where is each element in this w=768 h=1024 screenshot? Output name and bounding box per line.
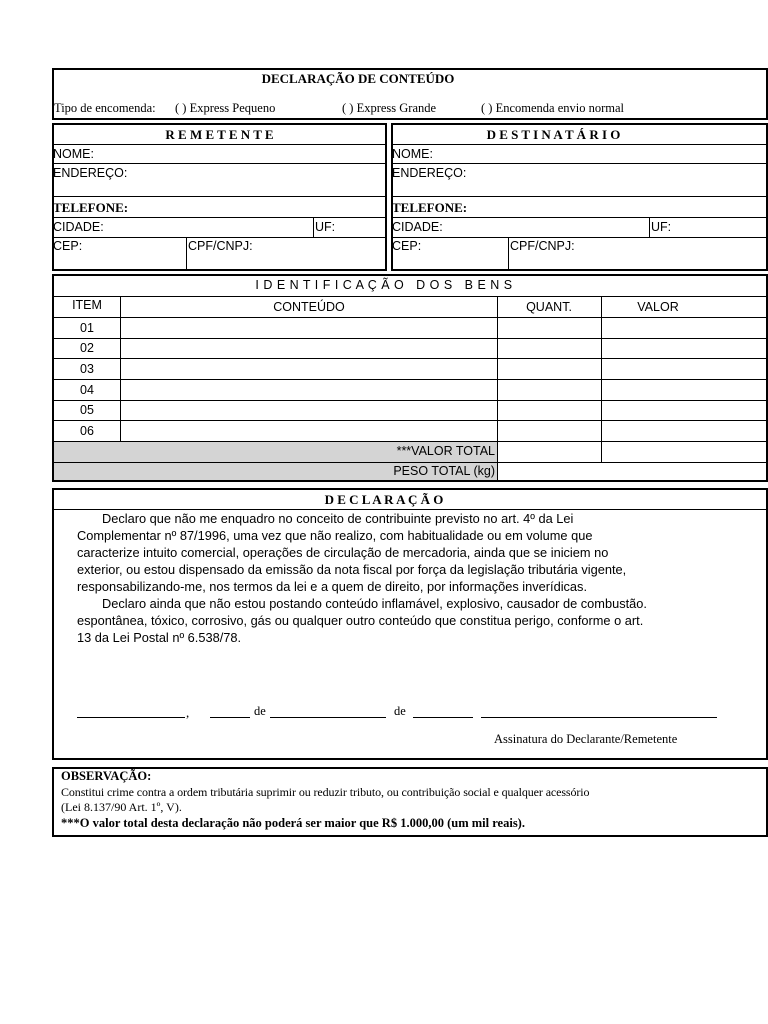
- bens-title: I D E N T I F I C A Ç Ã O D O S B E N S: [255, 278, 513, 292]
- col-valor-header: VALOR: [637, 300, 679, 314]
- de-sep-2: de: [394, 704, 406, 718]
- destinatario-endereco-label: ENDEREÇO:: [392, 166, 467, 180]
- option-express-pequeno[interactable]: ( ) Express Pequeno: [175, 101, 276, 115]
- declaracao-line-2: Complementar nº 87/1996, uma vez que não realizo, com habitualidade ou em volume que: [77, 528, 593, 543]
- declaracao-title: D E C L A R A Ç Ã O: [324, 492, 444, 507]
- remetente-endereco-label: ENDEREÇO:: [53, 166, 128, 180]
- declaracao-line-4: exterior, ou estou dispensado da emissão da nota fiscal por força da legislação tributária vigente,: [77, 562, 627, 577]
- declaracao-line-1: Declaro que não me enquadro no conceito de contribuinte previsto no art. 4º da Lei: [102, 511, 574, 526]
- remetente-uf-label: UF:: [315, 220, 336, 234]
- mes-line[interactable]: [270, 717, 386, 718]
- observacao-line-3: ***O valor total desta declaração não poderá ser maior que R$ 1.000,00 (um mil reais).: [61, 816, 525, 830]
- destinatario-nome-label: NOME:: [392, 147, 433, 161]
- form-title: DECLARAÇÃO DE CONTEÚDO: [261, 71, 455, 86]
- de-sep-1: de: [254, 704, 266, 718]
- row-item-06: 06: [80, 424, 94, 438]
- option-express-grande[interactable]: ( ) Express Grande: [342, 101, 437, 115]
- valor-total-label: ***VALOR TOTAL: [396, 444, 495, 458]
- row-item-03: 03: [80, 362, 94, 376]
- destinatario-cpf-label: CPF/CNPJ:: [510, 239, 575, 253]
- remetente-cpf-label: CPF/CNPJ:: [188, 239, 253, 253]
- row-item-02: 02: [80, 341, 94, 355]
- declaracao-line-3: caracterize intuito comercial, operações de circulação de mercadoria, ainda que se iniciem no: [77, 545, 609, 560]
- destinatario-box: [391, 123, 768, 271]
- assinatura-label: Assinatura do Declarante/Remetente: [494, 732, 678, 746]
- col-quant-header: QUANT.: [526, 300, 572, 314]
- observacao-title: OBSERVAÇÃO:: [61, 769, 152, 783]
- peso-total-label: PESO TOTAL (kg): [393, 464, 495, 478]
- remetente-title: R E M E T E N T E: [165, 127, 274, 142]
- destinatario-title: D E S T I N A T Á R I O: [486, 127, 621, 142]
- destinatario-cidade-label: CIDADE:: [392, 220, 443, 234]
- dia-line[interactable]: [210, 717, 250, 718]
- ano-line[interactable]: [413, 717, 473, 718]
- declaracao-line-8: 13 da Lei Postal nº 6.538/78.: [77, 630, 242, 645]
- observacao-line-1: Constitui crime contra a ordem tributária suprimir ou reduzir tributo, ou contribuição social e qualquer acessório: [61, 785, 590, 799]
- destinatario-uf-label: UF:: [651, 220, 672, 234]
- declaracao-line-7: espontânea, tóxico, corrosivo, gás ou qualquer outro conteúdo que constitua perigo, conforme o art.: [77, 613, 644, 628]
- remetente-cidade-label: CIDADE:: [53, 220, 104, 234]
- declaracao-line-5: responsabilizando-me, nos termos da lei e a quem de direito, por informações inverídicas.: [77, 579, 588, 594]
- comma-sep: ,: [186, 705, 190, 720]
- declaracao-line-6: Declaro ainda que não estou postando conteúdo inflamável, explosivo, causador de combustão.: [102, 596, 647, 611]
- row-item-05: 05: [80, 403, 94, 417]
- remetente-telefone-label: TELEFONE:: [53, 200, 129, 215]
- row-item-01: 01: [80, 321, 94, 335]
- tipo-encomenda-label: Tipo de encomenda:: [54, 101, 156, 115]
- remetente-nome-label: NOME:: [53, 147, 94, 161]
- remetente-cep-label: CEP:: [53, 239, 83, 253]
- option-encomenda-normal[interactable]: ( ) Encomenda envio normal: [481, 101, 625, 115]
- observacao-line-2: (Lei 8.137/90 Art. 1º, V).: [61, 800, 182, 814]
- destinatario-cep-label: CEP:: [392, 239, 422, 253]
- col-item-header: ITEM: [72, 298, 102, 312]
- col-conteudo-header: CONTEÚDO: [273, 300, 345, 314]
- local-line[interactable]: [77, 717, 185, 718]
- row-item-04: 04: [80, 383, 94, 397]
- assinatura-line[interactable]: [481, 717, 717, 718]
- destinatario-telefone-label: TELEFONE:: [392, 200, 468, 215]
